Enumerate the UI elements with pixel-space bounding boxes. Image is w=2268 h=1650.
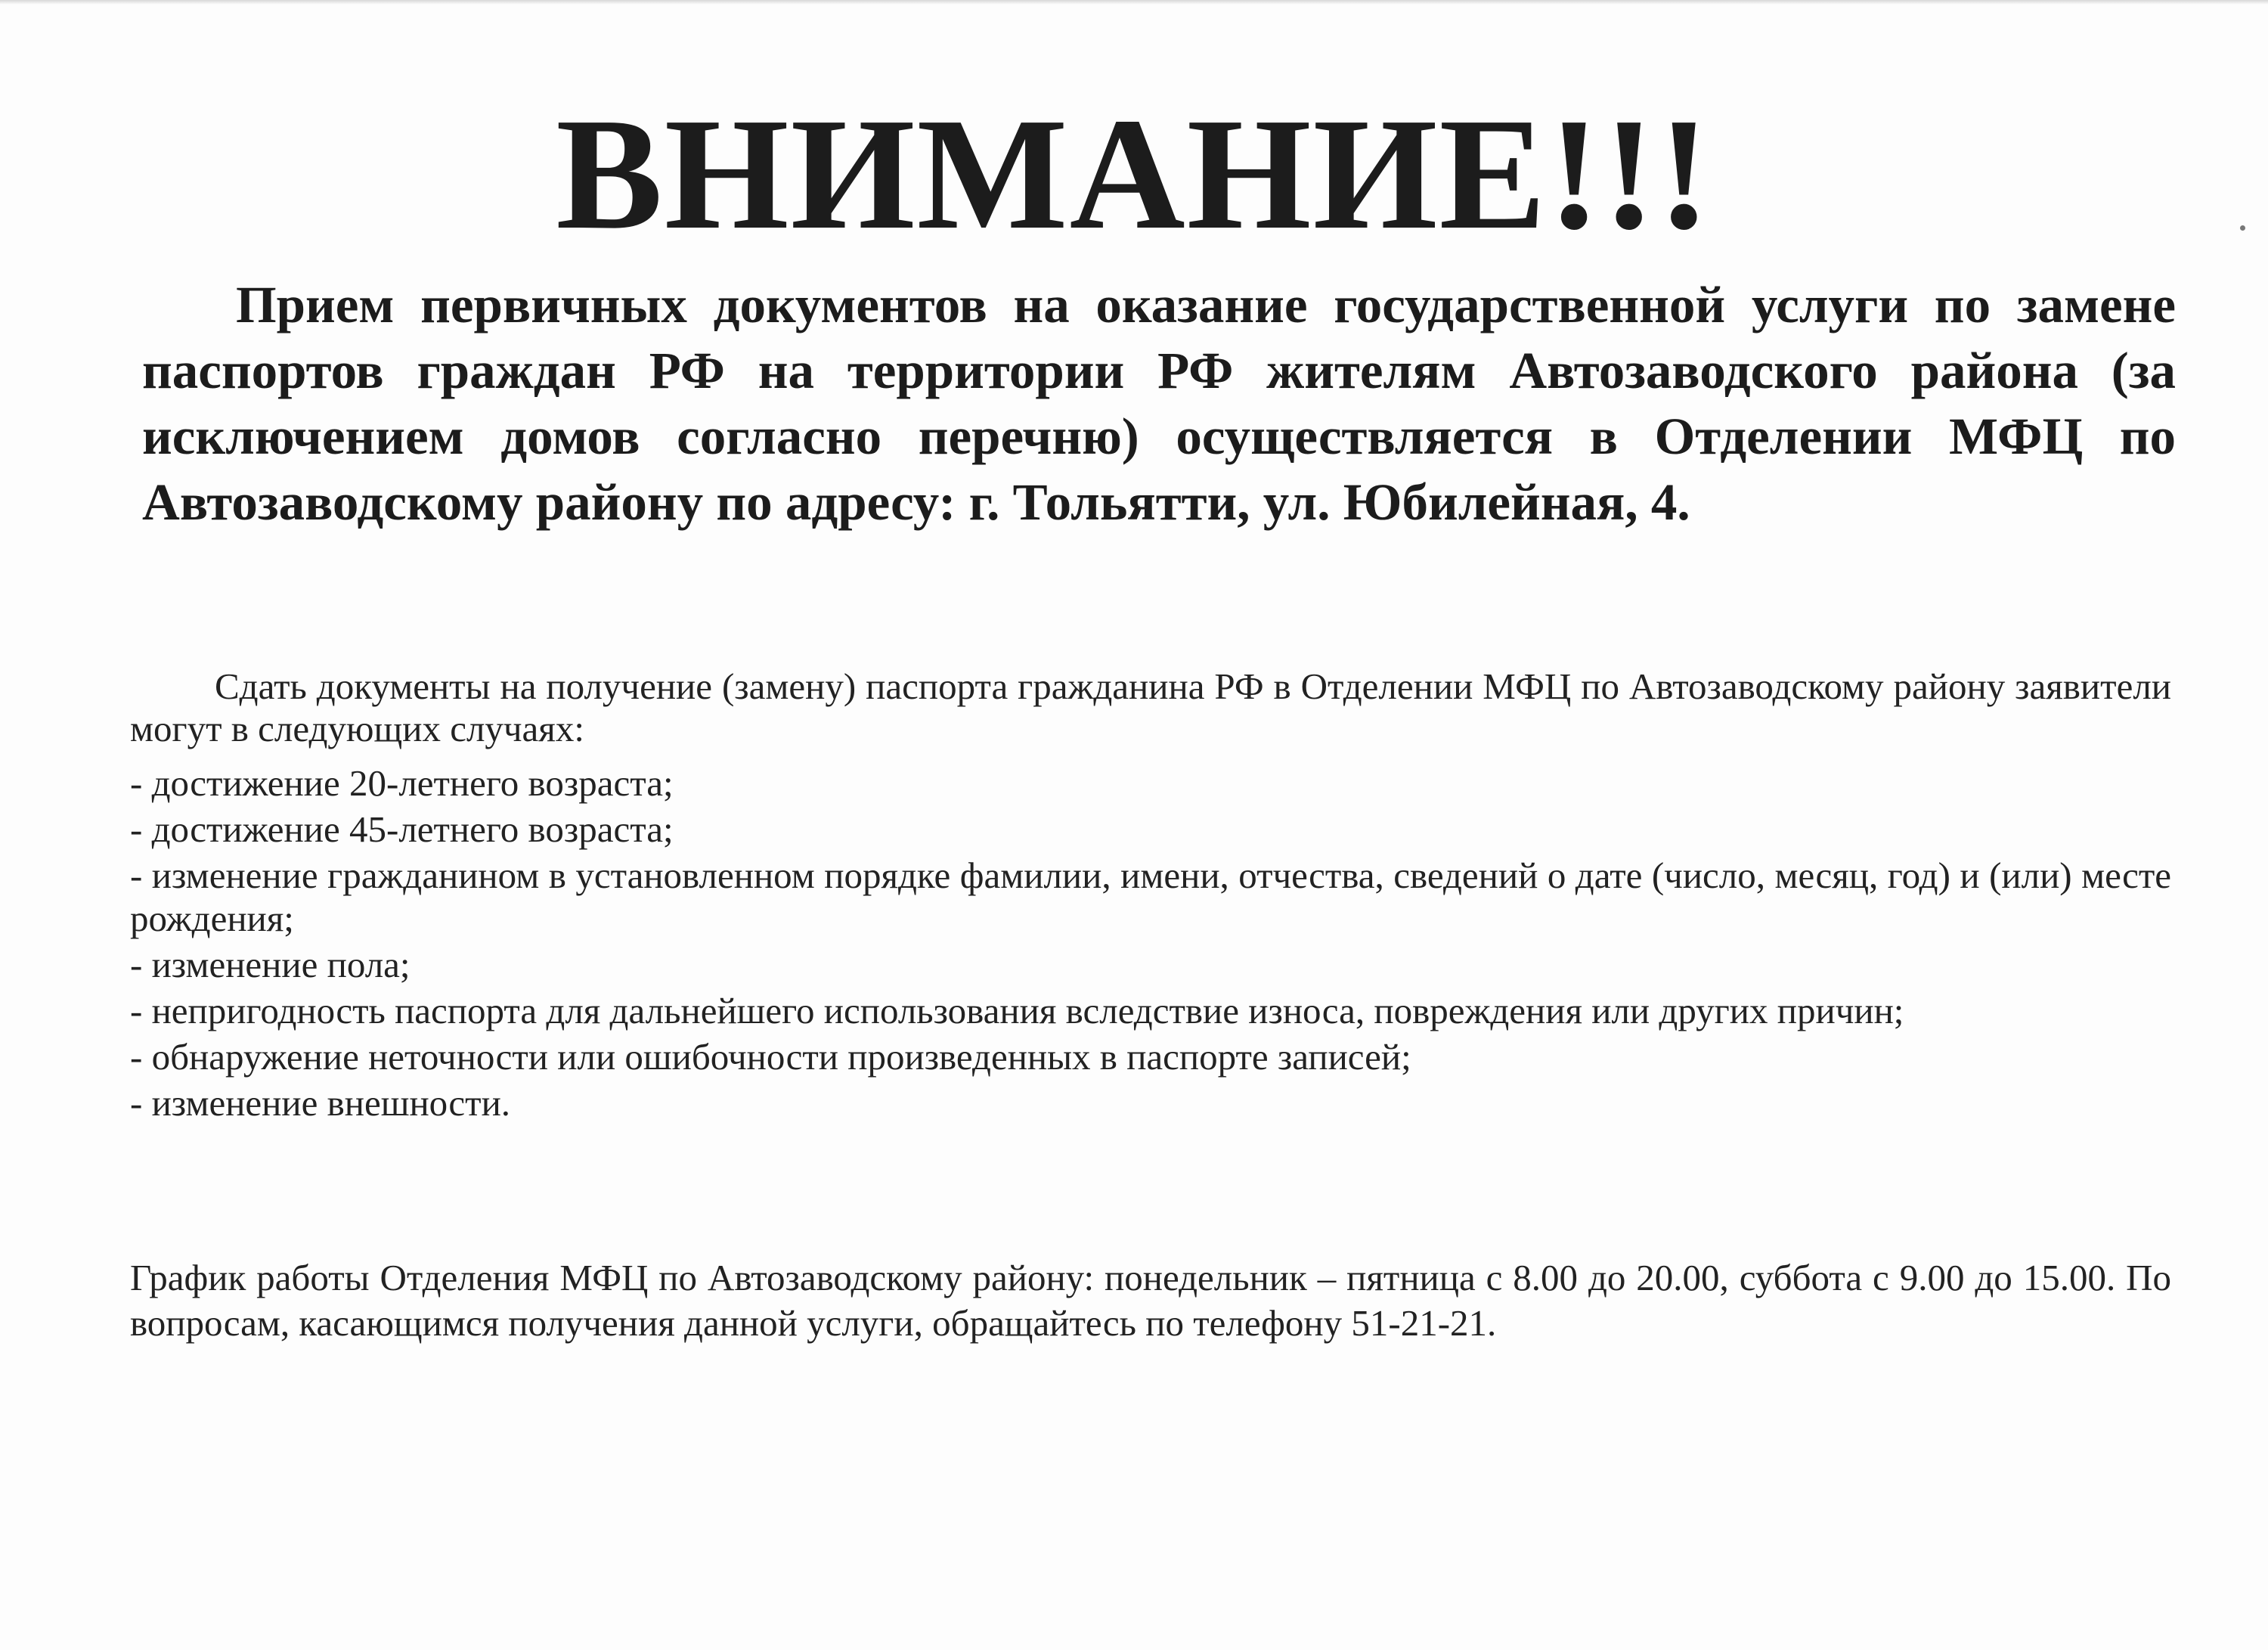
list-item: - непригодность паспорта для дальнейшего использования вследствие износа, повреждения или других причин;	[130, 990, 1904, 1031]
list-item: - обнаружение неточности или ошибочности произведенных в паспорте записей;	[130, 1036, 1411, 1078]
list-item: - достижение 20-летнего возраста;	[130, 762, 674, 804]
schedule-paragraph: График работы Отделения МФЦ по Автозаводскому району: понедельник – пятница с 8.00 до 20.00, суббота с 9.00 до 15.00. По вопросам, касающимся получения данной услуги, обращайтесь по телефону 51-21-21.	[130, 1257, 2171, 1344]
scan-edge-shadow	[0, 0, 2268, 5]
list-item: - изменение внешности.	[130, 1082, 511, 1124]
list-item: - достижение 45-летнего возраста;	[130, 808, 674, 850]
notice-title: ВНИМАНИЕ!!!	[556, 85, 1712, 262]
cases-list	[130, 761, 2171, 1127]
list-item: - изменение пола;	[130, 944, 411, 985]
cases-intro: Сдать документы на получение (замену) паспорта гражданина РФ в Отделении МФЦ по Автозаводскому району заявители могут в следующих случаях:	[130, 665, 2171, 749]
list-item: - изменение гражданином в установленном порядке фамилии, имени, отчества, сведений о дате (число, месяц, год) и (или) месте рождения;	[130, 854, 2171, 939]
lead-paragraph: Прием первичных документов на оказание государственной услуги по замене паспортов граждан РФ на территории РФ жителям Автозаводского района (за исключением домов согласно перечню) осуществляется в Отделении МФЦ по Автозаводскому району по адресу: г. Тольятти, ул. Юбилейная, 4.	[142, 276, 2176, 531]
